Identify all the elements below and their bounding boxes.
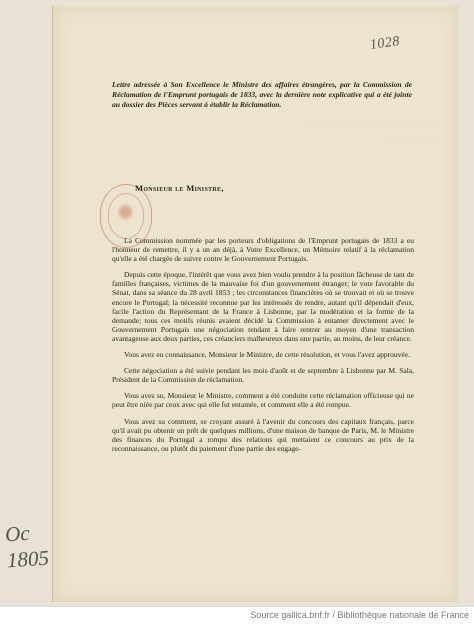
pencil-line-1: Oc	[4, 520, 31, 547]
salutation: Monsieur le Ministre,	[135, 183, 224, 193]
pencil-line-2: 1805	[6, 545, 50, 573]
pencil-shelfmark-bottom	[4, 519, 50, 574]
bleed-through-text: ··· ·· ····· ··· ·· ····· ·· ··· ····· ·· ··· ·· ····· ··· ·· ····· ·· ··· ····· ··· ·· ····· ··· ·· ····· ·· ···	[305, 124, 468, 141]
pencil-shelfmark-top: 1028	[369, 33, 401, 54]
paragraph: La Commission nommée par les porteurs d'obligations de l'Emprunt portugais de 1833 a eu l'honneur de remettre, il y a un an déjà, à Votre Excellence, un Mémoire relatif à la réclamation qu'elle a été chargée de suivre contre le Gouvernement Portugais.	[112, 236, 414, 264]
intro-note: Lettre adressée à Son Excellence le Ministre des affaires étrangères, par la Commission de Réclamation de l'Emprunt portugais de 1833, avec la dernière note explicative qui a été jointe au dossier des Pièces servant à établir la Réclamation.	[112, 80, 412, 109]
source-footer	[0, 606, 474, 624]
letter-body	[112, 236, 414, 460]
paragraph: Vous avez su comment, se croyant assuré à l'avenir du concours des capitaux français, parce qu'il avait pu obtenir un prêt de quelques millions, d'une maison de banque de Paris, M. le Ministre des finances du Portugal a rompu des relations qui mettaient ce concours au prix de la reconnaissance, ou plutôt du paiement d'une partie des engage-	[112, 416, 414, 453]
stamp-emblem	[118, 201, 133, 223]
paragraph: Depuis cette époque, l'intérêt que vous avez bien voulu prendre à la position fâcheuse de tant de familles françaises, victimes de la mauvaise foi d'un gouvernement étranger; le vote favorable du Sénat, dans sa séance du 28 avril 1853 ; les circonstances financières où se trouvait et où se trouve encore le Portugal; la nécessité reconnue par les intéressés de rendre, autant qu'il dépendait d'eux, facile l'action du Représentant de la France à Lisbonne, par la modération et la forme de la demande; tous ces motifs réunis avaient décidé la Commission à entamer directement avec le Gouvernement Portugais une négociation tendant à faire rentrer au moyen d'une transaction avantageuse aux deux parties, ces créanciers malheureux dans une partie, au moins, de leur créance.	[112, 270, 414, 343]
source-credit-link[interactable]: Source gallica.bnf.fr / Bibliothèque nationale de France	[250, 610, 469, 620]
paragraph: Cette négociation a été suivie pendant les mois d'août et de septembre à Lisbonne par M. Sala, Président de la Commission de réclamation.	[112, 366, 414, 385]
paragraph: Vous avez su, Monsieur le Ministre, comment a été conduite cette réclamation officieuse qui ne peut être niée par ceux avec qui elle fut entamée, et comment elle a été rompue.	[112, 391, 414, 410]
paragraph: Vous avez eu connaissance, Monsieur le Ministre, de cette résolution, et vous l'avez approuvée.	[124, 350, 410, 360]
